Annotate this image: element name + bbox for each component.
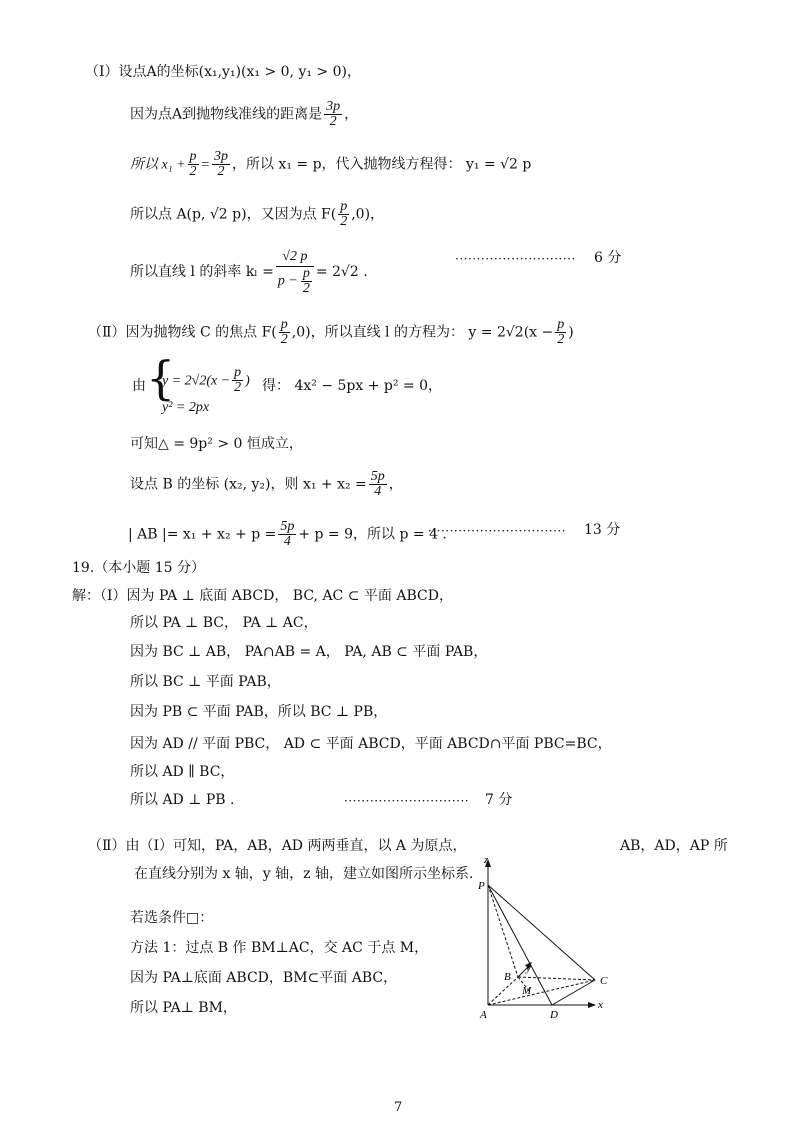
system-result: 得： 4x² − 5px + p² = 0， <box>262 378 443 394</box>
score-2: 13 分 <box>584 522 621 538</box>
fraction: $\frac{p}{2}$ <box>234 365 242 395</box>
q19-part2-a: （Ⅱ）由（Ⅰ）可知，PA，AB，AD 两两垂直，以 A 为原点， <box>88 838 467 854</box>
part2-line5: | AB |= x₁ + x₂ + p = $\frac{5p}{4}$ + p = 9，所以 p = 4 . <box>128 519 447 549</box>
q19-line3: 因为 BC ⊥ AB， PA∩AB = A， PA, AB ⊂ 平面 PAB， <box>130 644 488 660</box>
q19-line7: 所以 AD ∥ BC， <box>130 764 235 780</box>
part2-line3: 可知△ = 9p² > 0 恒成立， <box>130 436 303 452</box>
edge-AC <box>488 980 595 1005</box>
q19-line8: 所以 AD ⊥ PB . <box>130 792 235 808</box>
q19-part2-c: 在直线分别为 x 轴，y 轴，z 轴，建立如图所示坐标系. <box>134 866 474 882</box>
label-B: B <box>504 971 511 983</box>
q19-condition: 若选条件□： <box>130 910 214 926</box>
fraction: $\frac{3p}{2}$ <box>213 149 228 179</box>
label-M: M <box>522 985 532 997</box>
dots-leader: ································ <box>428 524 567 538</box>
score-3: 7 分 <box>485 792 513 808</box>
q19-part2-b: AB，AD，AP 所 <box>620 838 728 854</box>
q19-line2: 所以 PA ⊥ BC， PA ⊥ AC， <box>130 615 318 631</box>
page-number: 7 <box>394 1100 403 1115</box>
part2-line1: （Ⅱ）因为抛物线 C 的焦点 F( $\frac{p}{2}$ ,0)，所以直线 l 的方程为： y = 2√2(x − $\frac{p}{2}$ ) <box>88 317 574 347</box>
edge-PC <box>488 885 595 980</box>
text: ， <box>344 106 359 123</box>
fraction: $\frac{5p}{4}$ <box>370 469 385 499</box>
label-A: A <box>480 1009 487 1021</box>
text: 因为点A到抛物线准线的距离是 <box>130 106 323 123</box>
system-you: 由 <box>132 378 146 394</box>
system-eq1: y = 2√2(x − $\frac{p}{2}$ ) <box>162 365 250 395</box>
q19-method1: 方法 1：过点 B 作 BM⊥AC，交 AC 于点 M， <box>130 940 429 956</box>
fraction: $\frac{p}{2}$ <box>340 199 348 229</box>
part1-line2 <box>130 100 358 129</box>
label-x: x <box>598 999 603 1011</box>
label-y: y <box>526 962 531 974</box>
label-z: z <box>484 855 489 866</box>
q19-line1: 解：（Ⅰ）因为 PA ⊥ 底面 ABCD， BC, AC ⊂ 平面 ABCD， <box>72 588 453 604</box>
fraction: $\frac{5p}{4}$ <box>280 519 295 549</box>
part2-line4: 设点 B 的坐标 (x₂, y₂)，则 x₁ + x₂ = $\frac{5p}{4}$ ， <box>130 469 403 499</box>
system-eq2: y² = 2px <box>162 400 210 415</box>
edge-BC <box>518 977 595 980</box>
fraction: $\frac{p}{2}$ <box>189 149 197 179</box>
fraction: $\frac{p}{2}$ <box>557 317 565 347</box>
system-brace: { <box>146 351 176 405</box>
fraction: $\frac{3p}{2}$ <box>326 99 341 129</box>
edge-DC <box>552 980 595 1005</box>
q19-method3: 所以 PA⊥ BM， <box>130 1000 237 1016</box>
pyramid-figure <box>470 855 620 1025</box>
fraction: √2 p p − $\frac{p}{2}$ <box>276 248 314 296</box>
label-P: P <box>478 880 485 892</box>
score-1: 6 分 <box>594 250 622 266</box>
part1-line1: （Ⅰ）设点A的坐标(x₁,y₁)(x₁ > 0, y₁ > 0)， <box>85 64 361 80</box>
part1-line5: 所以直线 l 的斜率 kₗ = √2 p p − $\frac{p}{2}$ = 2√2 . <box>130 249 368 296</box>
x-arrow <box>588 1002 596 1008</box>
dots-leader: ····························· <box>344 794 470 808</box>
q19-line5: 因为 PB ⊂ 平面 PAB，所以 BC ⊥ PB， <box>130 704 388 720</box>
label-C: C <box>600 975 608 987</box>
q19-line4: 所以 BC ⊥ 平面 PAB， <box>130 674 281 690</box>
part1-line4: 所以点 A(p, √2 p)，又因为点 F( $\frac{p}{2}$ ,0)， <box>130 199 385 229</box>
q19-line6: 因为 AD // 平面 PBC， AD ⊂ 平面 ABCD，平面 ABCD∩平面 PBC=BC， <box>130 736 612 752</box>
label-D: D <box>550 1009 558 1021</box>
edge-PD <box>488 885 552 1005</box>
q19-title: 19.（本小题 15 分） <box>72 560 205 576</box>
dots-leader: ···························· <box>455 252 576 266</box>
fraction: $\frac{p}{2}$ <box>280 317 288 347</box>
q19-method2: 因为 PA⊥底面 ABCD，BM⊂平面 ABC， <box>130 970 398 986</box>
part1-line3: 所以 x₁ + $\frac{p}{2}$ = $\frac{3p}{2}$ ，所以 x₁ = p，代入抛物线方程得： y₁ = √2 p <box>130 149 532 179</box>
edge-AB <box>488 977 518 1005</box>
